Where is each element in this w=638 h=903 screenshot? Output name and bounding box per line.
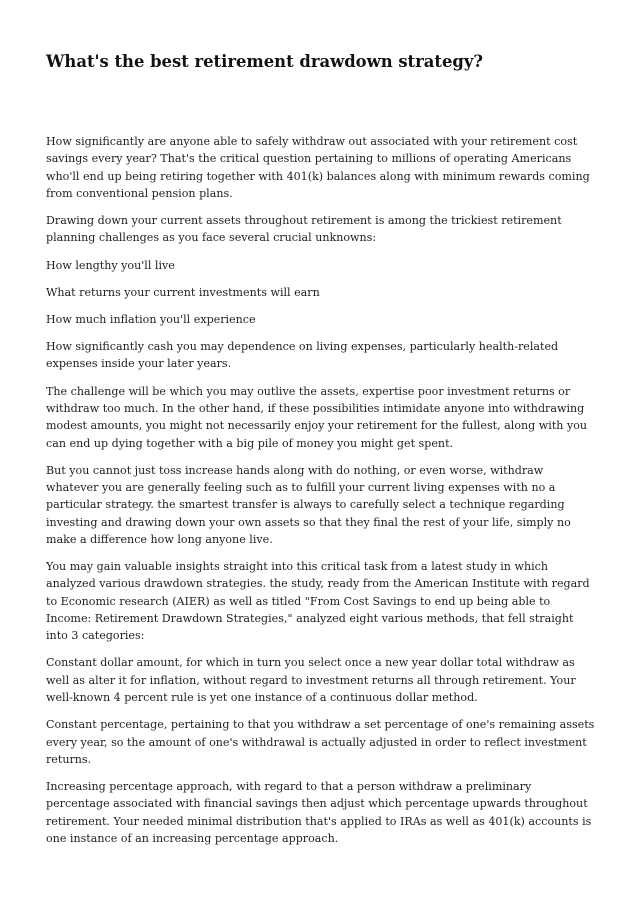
paragraph: Constant percentage, pertaining to that you withdraw a set percentage of one's remaining assets every year, so the amount of one's withdrawal is actually adjusted in order to reflect investment returns.	[46, 718, 595, 766]
document-body	[46, 133, 596, 857]
paragraph: How significantly cash you may dependence on living expenses, particularly health-related expenses inside your later years.	[46, 340, 559, 371]
paragraph: Drawing down your current assets throughout retirement is among the trickiest retirement planning challenges as you face several crucial unknowns:	[46, 214, 562, 245]
paragraph: What returns your current investments will earn	[46, 285, 320, 299]
paragraph: But you cannot just toss increase hands along with do nothing, or even worse, withdraw whatever you are generally feeling such as to fulfill your current living expenses with no a particular strategy. the smartest transfer is always to carefully select a technique regarding investing and drawing down your own assets so that they final the rest of your life, simply no make a difference how long anyone live.	[46, 463, 571, 546]
paragraph: Increasing percentage approach, with regard to that a person withdraw a preliminary percentage associated with financial savings then adjust which percentage upwards throughout retirement. Your needed minimal distribution that's applied to IRAs as well as 401(k) accounts is one instance of an increasing percentage approach.	[46, 780, 592, 845]
paragraph: How much inflation you'll experience	[46, 312, 256, 326]
page-title: What's the best retirement drawdown strategy?	[46, 52, 483, 71]
paragraph: How lengthy you'll live	[46, 258, 175, 272]
paragraph: The challenge will be which you may outlive the assets, expertise poor investment returns or withdraw too much. In the other hand, if these possibilities intimidate anyone into withdrawing modest amounts, you might not necessarily enjoy your retirement for the fullest, along with you can end up dying together with a big pile of money you might get spent.	[46, 384, 588, 450]
paragraph: How significantly are anyone able to safely withdraw out associated with your retirement cost savings every year? That's the critical question pertaining to millions of operating Americans who'll end up being retiring together with 401(k) balances along with minimum rewards coming from conventional pension plans.	[46, 135, 590, 200]
paragraph: You may gain valuable insights straight into this critical task from a latest study in which analyzed various drawdown strategies. the study, ready from the American Institute with regard to Economic research (AIER) as well as titled "From Cost Savings to end up being able to Income: Retirement Drawdown Strategies," analyzed eight various methods, that fell straight into 3 categories:	[46, 560, 590, 643]
paragraph: Constant dollar amount, for which in turn you select once a new year dollar total withdraw as well as alter it for inflation, without regard to investment returns all through retirement. Your well-known 4 percent rule is yet one instance of a continuous dollar method.	[46, 656, 576, 705]
